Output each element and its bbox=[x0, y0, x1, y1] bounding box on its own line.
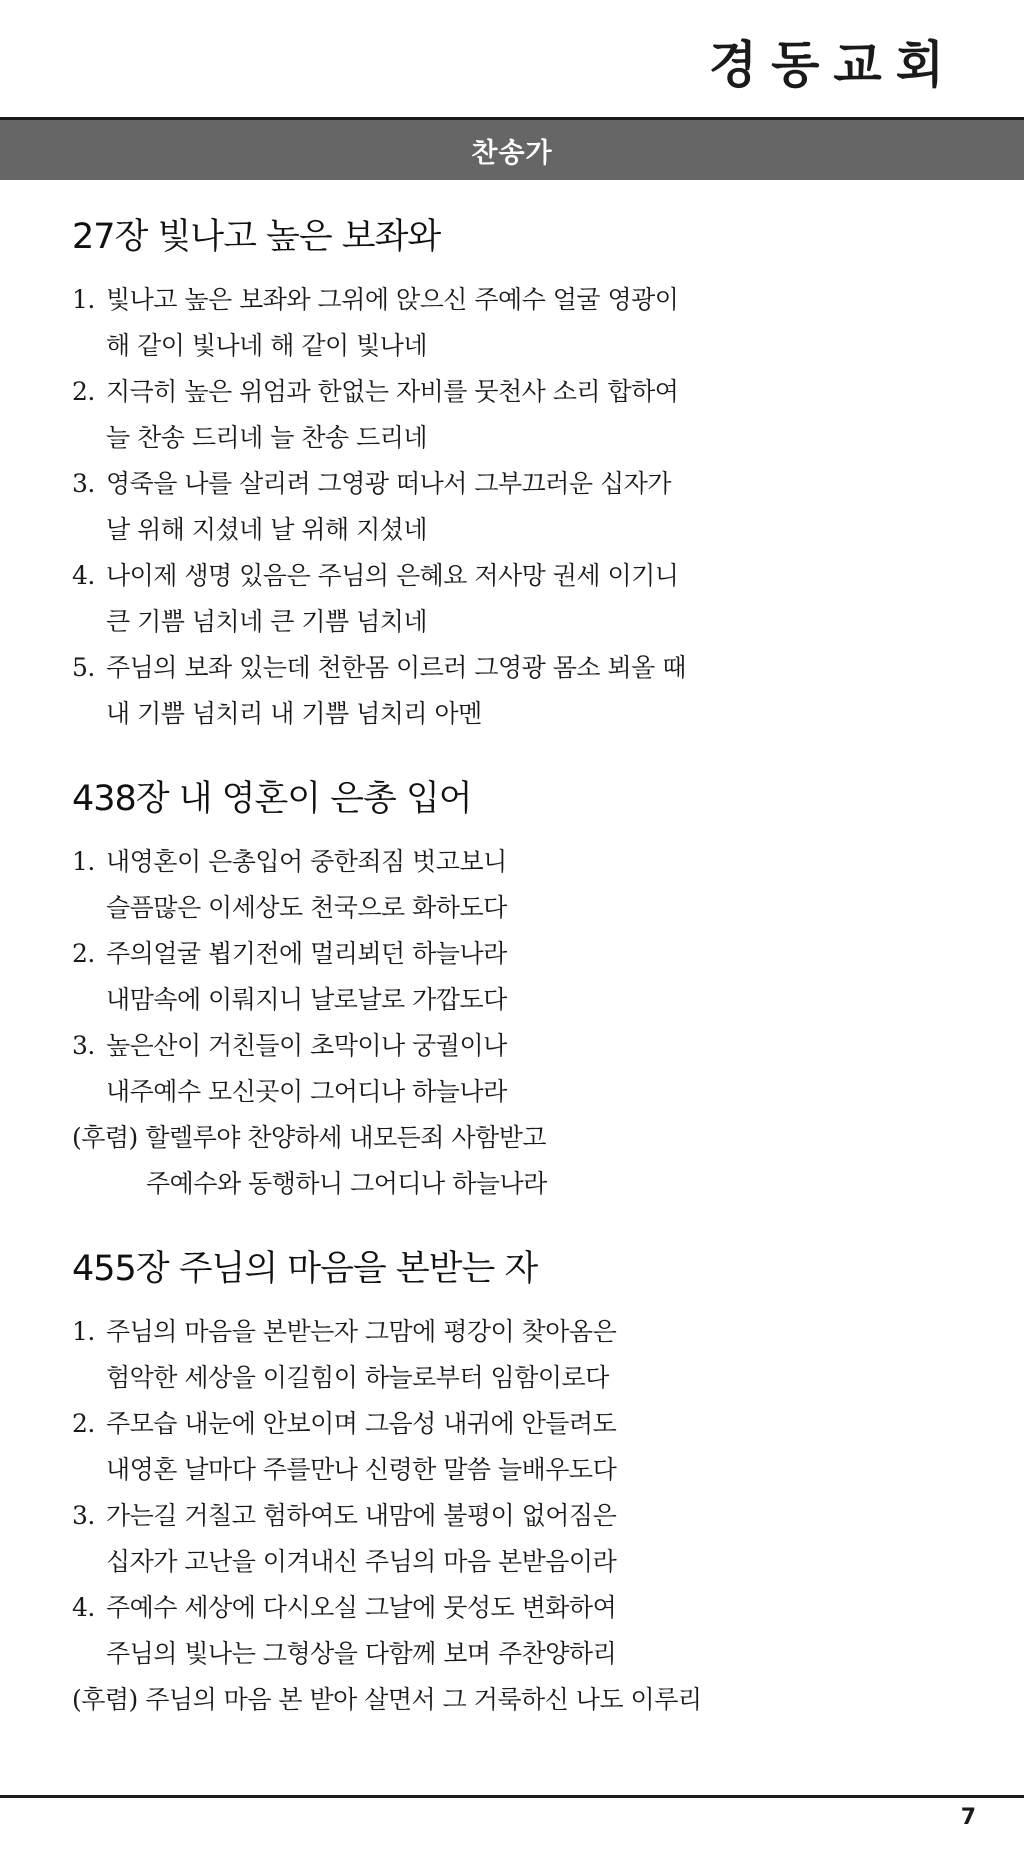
refrain-line bbox=[72, 1677, 972, 1723]
verse bbox=[72, 1023, 972, 1115]
refrain-text: 주님의 마음 본 받아 살면서 그 거룩하신 나도 이루리 bbox=[145, 1685, 702, 1714]
verse bbox=[72, 1585, 972, 1677]
verse-line: 큰 기쁨 넘치네 큰 기쁨 넘치네 bbox=[106, 607, 428, 636]
verse-line: 내영혼이 은총입어 중한죄짐 벗고보니 bbox=[106, 847, 507, 876]
verse-line: 나이제 생명 있음은 주님의 은혜요 저사망 권세 이기니 bbox=[106, 561, 679, 590]
verse-number: 4. bbox=[72, 1593, 95, 1622]
verse bbox=[72, 1493, 972, 1585]
refrain-line bbox=[72, 1115, 972, 1161]
verse-number: 3. bbox=[72, 1031, 95, 1060]
verse bbox=[72, 461, 972, 553]
refrain-text: 할렐루야 찬양하세 내모든죄 사함받고 bbox=[145, 1123, 547, 1152]
verse-number: 3. bbox=[72, 1501, 95, 1530]
hymn-title: 455장 주님의 마음을 본받는 자 bbox=[72, 1249, 538, 1289]
refrain bbox=[72, 1677, 972, 1723]
verse-line: 지극히 높은 위엄과 한없는 자비를 뭇천사 소리 합하여 bbox=[106, 377, 679, 406]
refrain-line: 주예수와 동행하니 그어디나 하늘나라 bbox=[146, 1169, 547, 1198]
refrain-label: (후렴) bbox=[72, 1123, 138, 1152]
verse-number: 3. bbox=[72, 469, 95, 498]
verse-line: 주님의 마음을 본받는자 그맘에 평강이 찾아옴은 bbox=[106, 1317, 617, 1346]
verse bbox=[72, 645, 972, 737]
verse bbox=[72, 369, 972, 461]
verse-line: 늘 찬송 드리네 늘 찬송 드리네 bbox=[106, 423, 428, 452]
verse-line: 십자가 고난을 이겨내신 주님의 마음 본받음이라 bbox=[106, 1547, 617, 1576]
hymn-section bbox=[72, 1247, 972, 1723]
church-logo: 경동교회 bbox=[708, 36, 958, 94]
verse bbox=[72, 931, 972, 1023]
verse-line: 영죽을 나를 살리려 그영광 떠나서 그부끄러운 십자가 bbox=[106, 469, 671, 498]
verse-line: 날 위해 지셨네 날 위해 지셨네 bbox=[106, 515, 428, 544]
verse-line: 내영혼 날마다 주를만나 신령한 말씀 늘배우도다 bbox=[106, 1455, 617, 1484]
verse-line: 해 같이 빛나네 해 같이 빛나네 bbox=[106, 331, 428, 360]
hymn-title: 438장 내 영혼이 은총 입어 bbox=[72, 779, 472, 819]
verse-number: 2. bbox=[72, 939, 95, 968]
verse bbox=[72, 1309, 972, 1401]
verse-line: 주의얼굴 뵙기전에 멀리뵈던 하늘나라 bbox=[106, 939, 507, 968]
verse-number: 1. bbox=[72, 285, 95, 314]
verse-line: 슬픔많은 이세상도 천국으로 화하도다 bbox=[106, 893, 507, 922]
section-header-bar bbox=[0, 120, 1024, 180]
verse-number: 5. bbox=[72, 653, 95, 682]
verse bbox=[72, 839, 972, 931]
verse-number: 1. bbox=[72, 1317, 95, 1346]
footer-divider bbox=[0, 1795, 1024, 1798]
verse-number: 2. bbox=[72, 377, 95, 406]
verse-line: 높은산이 거친들이 초막이나 궁궐이나 bbox=[106, 1031, 507, 1060]
refrain bbox=[72, 1115, 972, 1207]
verse-line: 가는길 거칠고 험하여도 내맘에 불평이 없어짐은 bbox=[106, 1501, 617, 1530]
verse-line: 내 기쁨 넘치리 내 기쁨 넘치리 아멘 bbox=[106, 699, 482, 728]
verse-line: 주모습 내눈에 안보이며 그음성 내귀에 안들려도 bbox=[106, 1409, 617, 1438]
hymn-section bbox=[72, 215, 972, 737]
verse-line: 주예수 세상에 다시오실 그날에 뭇성도 변화하여 bbox=[106, 1593, 617, 1622]
verse-line: 주님의 보좌 있는데 천한몸 이르러 그영광 몸소 뵈올 때 bbox=[106, 653, 686, 682]
hymn-title: 27장 빛나고 높은 보좌와 bbox=[72, 217, 441, 257]
verse-number: 1. bbox=[72, 847, 95, 876]
verse-line: 주님의 빛나는 그형상을 다함께 보며 주찬양하리 bbox=[106, 1639, 617, 1668]
verse-line: 내주예수 모신곳이 그어디나 하늘나라 bbox=[106, 1077, 507, 1106]
section-title: 찬송가 bbox=[471, 137, 553, 169]
verse-line: 내맘속에 이뤄지니 날로날로 가깝도다 bbox=[106, 985, 507, 1014]
verse bbox=[72, 553, 972, 645]
verse-line: 험악한 세상을 이길힘이 하늘로부터 임함이로다 bbox=[106, 1363, 609, 1392]
verse bbox=[72, 1401, 972, 1493]
verse-number: 2. bbox=[72, 1409, 95, 1438]
verse-number: 4. bbox=[72, 561, 95, 590]
hymn-list bbox=[72, 205, 972, 1763]
verse-line: 빛나고 높은 보좌와 그위에 앉으신 주예수 얼굴 영광이 bbox=[106, 285, 679, 314]
verse bbox=[72, 277, 972, 369]
page-number: 7 bbox=[960, 1805, 976, 1830]
refrain-label: (후렴) bbox=[72, 1685, 138, 1714]
hymn-section bbox=[72, 777, 972, 1207]
